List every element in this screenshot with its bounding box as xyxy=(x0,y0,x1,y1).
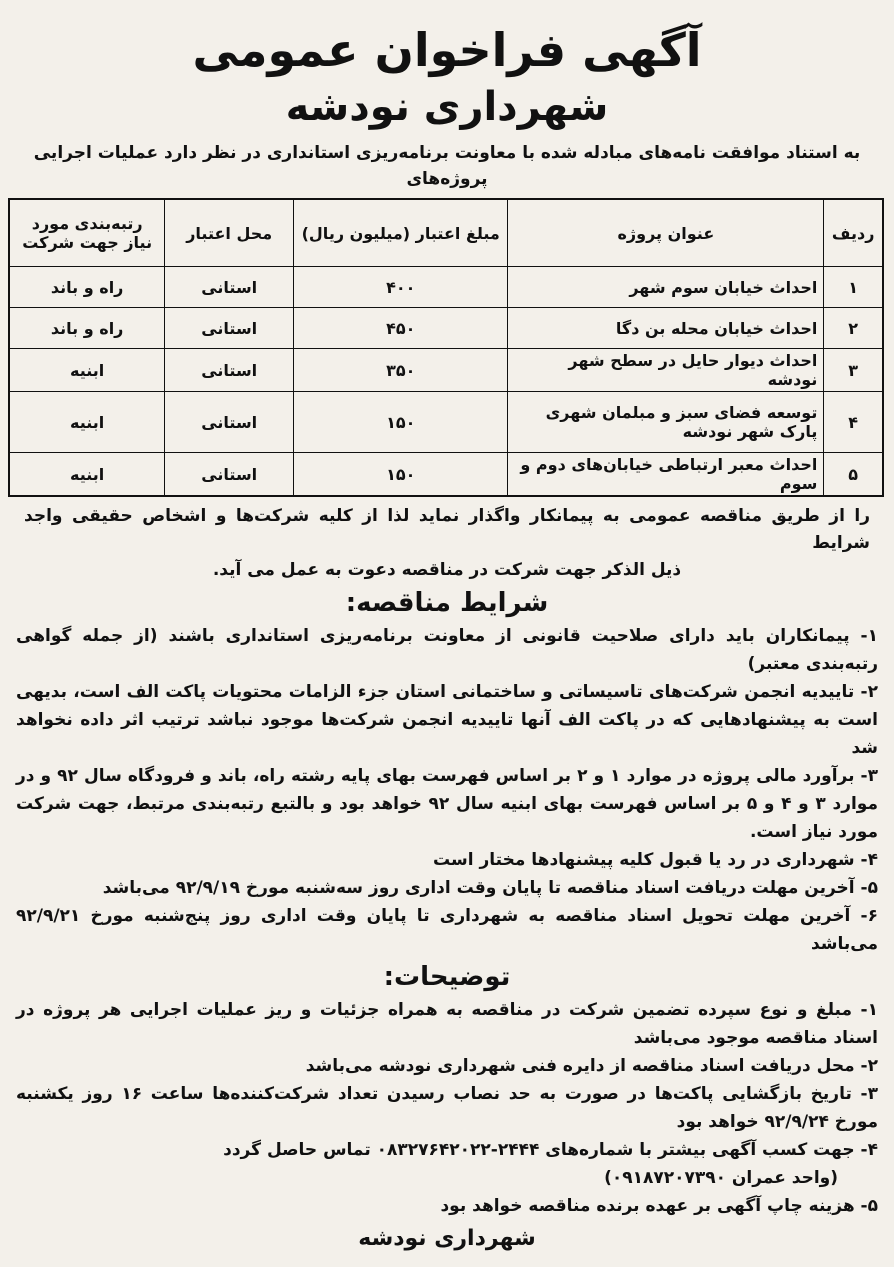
conditions-heading: شرایط مناقصه: xyxy=(345,588,549,618)
signature: شهرداری نودشه xyxy=(358,1226,536,1251)
invitation-text xyxy=(24,503,870,584)
required-rank: ابنیه xyxy=(9,392,165,453)
condition-item: ۳- برآورد مالی پروژه در موارد ۱ و ۲ بر اساس فهرست بهای پایه رشته راه، باند و فرودگاه سال ۹۲ و در موارد ۳ و ۴ و ۵ بر اساس فهرست بهای ابنیه سال ۹۲ خواهد بود و بالتبع رتبه‌بندی مرتبط، جهت شرکت مورد نیاز است. xyxy=(16,766,878,842)
notice-page xyxy=(0,22,894,1267)
notes-heading: توضیحات: xyxy=(383,962,511,992)
table-row xyxy=(9,349,883,392)
condition-item: ۶- آخرین مهلت تحویل اسناد مناقصه به شهرداری تا پایان وقت اداری روز پنج‌شنبه مورخ ۹۲/۹/۲۱ می‌باشد xyxy=(16,906,878,954)
note-item: ۳- تاریخ بازگشایی پاکت‌ها در صورت به حد نصاب رسیدن تعداد شرکت‌کننده‌ها ساعت ۱۶ روز یکشنبه مورخ ۹۲/۹/۲۴ خواهد بود xyxy=(16,1084,879,1132)
credit-source: استانی xyxy=(165,308,294,349)
projects-table xyxy=(8,198,884,497)
condition-item: ۲- تاییدیه انجمن شرکت‌های تاسیساتی و ساختمانی استان جزء الزامات محتویات پاکت الف است، بدیهی است به پیشنهادهایی که در پاکت الف آنها تاییدیه انجمن شرکت‌ها موجود نباشد ترتیب اثر داده نخواهد شد xyxy=(16,682,878,758)
credit-source: استانی xyxy=(165,349,294,392)
credit-source: استانی xyxy=(165,453,294,497)
credit-source: استانی xyxy=(165,392,294,453)
row-number: ۵ xyxy=(824,453,883,497)
header-amount: مبلغ اعتبار (میلیون ریال) xyxy=(294,199,508,267)
condition-item: ۵- آخرین مهلت دریافت اسناد مناقصه تا پایان وقت اداری روز سه‌شنبه مورخ ۹۲/۹/۱۹ می‌باشد xyxy=(102,878,878,898)
row-number: ۴ xyxy=(824,392,883,453)
condition-item: ۱- پیمانکاران باید دارای صلاحیت قانونی از معاونت برنامه‌ریزی استانداری باشند (از جمله گواهی رتبه‌بندی معتبر) xyxy=(16,626,878,674)
header-credit-source: محل اعتبار xyxy=(165,199,294,267)
table-row xyxy=(9,453,883,497)
project-title: احداث دیوار حایل در سطح شهر نودشه xyxy=(508,349,824,392)
condition-item: ۴- شهرداری در رد یا قبول کلیه پیشنهادها مختار است xyxy=(433,850,878,870)
note-item: ۲- محل دریافت اسناد مناقصه از دایره فنی شهرداری نودشه می‌باشد xyxy=(305,1056,878,1076)
required-rank: راه و باند xyxy=(9,267,165,308)
amount: ۴۰۰ xyxy=(294,267,508,308)
header-project-title: عنوان پروژه xyxy=(508,199,824,267)
required-rank: راه و باند xyxy=(9,308,165,349)
required-rank: ابنیه xyxy=(9,349,165,392)
project-title: احداث خیابان محله بن دگا xyxy=(508,308,824,349)
note-item: ۴- جهت کسب آگهی بیشتر با شماره‌های ۲۴۴۴-۰۸۳۲۷۶۴۲۰۲۲ تماس حاصل گردد xyxy=(223,1140,878,1160)
header-required-rank: رتبه‌بندی مورد نیاز جهت شرکت xyxy=(9,199,165,267)
row-number: ۳ xyxy=(824,349,883,392)
notice-title: آگهی فراخوان عمومی xyxy=(192,23,702,77)
note-item: ۱- مبلغ و نوع سپرده تضمین شرکت در مناقصه به همراه جزئیات و ریز عملیات اجرایی هر پروژه در اسناد مناقصه موجود می‌باشد xyxy=(16,1000,878,1048)
required-rank: ابنیه xyxy=(9,453,165,497)
invitation-line-1: را از طریق مناقصه عمومی به پیمانکار واگذار نماید لذا از کلیه شرکت‌ها و اشخاص حقیقی واجد شرایط xyxy=(24,506,870,553)
notes-list xyxy=(16,996,878,1220)
project-title: توسعه فضای سبز و مبلمان شهری پارک شهر نودشه xyxy=(508,392,824,453)
note-item-phone: (واحد عمران ۰۹۱۸۷۲۰۷۳۹۰) xyxy=(604,1168,838,1188)
project-title: احداث خیابان سوم شهر xyxy=(508,267,824,308)
row-number: ۲ xyxy=(824,308,883,349)
project-title: احداث معبر ارتباطی خیابان‌های دوم و سوم xyxy=(508,453,824,497)
table-row xyxy=(9,267,883,308)
amount: ۴۵۰ xyxy=(294,308,508,349)
municipality-name: شهرداری نودشه xyxy=(285,84,609,130)
header-row-number: ردیف xyxy=(824,199,883,267)
table-header-row xyxy=(9,199,883,267)
row-number: ۱ xyxy=(824,267,883,308)
table-row xyxy=(9,308,883,349)
invitation-line-2: ذیل الذکر جهت شرکت در مناقصه دعوت به عمل می آید. xyxy=(212,560,682,580)
intro-text: به استناد موافقت نامه‌های مبادله شده با معاونت برنامه‌ریزی استانداری در نظر دارد عملیات اجرایی پروژه‌های xyxy=(33,143,861,189)
note-item: ۵- هزینه چاپ آگهی بر عهده برنده مناقصه خواهد بود xyxy=(440,1196,878,1216)
conditions-list xyxy=(16,622,878,958)
credit-source: استانی xyxy=(165,267,294,308)
table-row xyxy=(9,392,883,453)
amount: ۱۵۰ xyxy=(294,453,508,497)
amount: ۱۵۰ xyxy=(294,392,508,453)
amount: ۳۵۰ xyxy=(294,349,508,392)
